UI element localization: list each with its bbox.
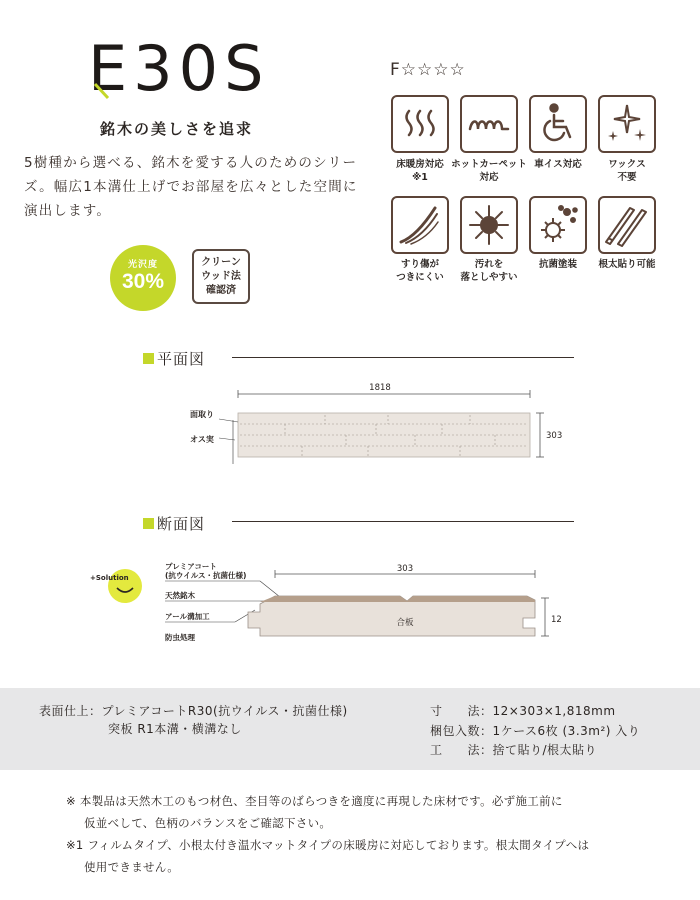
feature-label: 車イス対応 (534, 159, 582, 170)
plan-drawing (180, 380, 580, 470)
feature-label: 汚れを 落としやすい (460, 259, 518, 283)
veneer-layer (260, 596, 535, 602)
note-2 (66, 834, 589, 856)
feature-label: ワックス 不要 (608, 159, 646, 183)
size-key: 寸 法： (430, 704, 493, 718)
core-label: 合板 (396, 618, 414, 628)
method-value: 捨て貼り/根太貼り (492, 743, 598, 757)
surface-key: 表面仕上： (39, 704, 102, 718)
section-heading (143, 513, 205, 534)
wheelchair-icon (529, 95, 587, 153)
chamfer-label: 面取り (190, 410, 214, 419)
clean-wood-badge: クリーン ウッド法 確認済 (192, 249, 250, 304)
coat-sub-label: (抗ウイルス・抗菌仕様) (165, 571, 247, 580)
sparkle-icon (598, 95, 656, 153)
note-1-cont: 仮並べして、色柄のバランスをご確認下さい。 (84, 816, 332, 830)
groove-label: アール溝加工 (165, 612, 210, 621)
feature-label: 床暖房対応 ※1 (396, 159, 444, 183)
feature-label: ホットカーペット 対応 (451, 159, 527, 183)
pack-value: 1ケース6枚 (3.3m²) 入り (492, 724, 641, 738)
tongue-label: オス実 (190, 435, 214, 444)
note-2-mark: ※1 (66, 838, 84, 852)
section-divider (232, 521, 574, 522)
insect-label: 防虫処理 (165, 633, 195, 642)
heading-marker (143, 353, 154, 364)
hot-carpet-icon (460, 95, 518, 153)
plan-heading (143, 348, 205, 369)
joist-icon (598, 196, 656, 254)
pack-spec (430, 722, 640, 739)
gloss-label: 光沢度 (127, 260, 158, 270)
veneer-label: 天然銘木 (165, 591, 195, 600)
plan-height-label: 303 (546, 431, 563, 441)
gloss-value: 30% (121, 270, 165, 293)
veneer-spec: 突板 R1本溝・横溝なし (108, 722, 242, 736)
stain-icon (460, 196, 518, 254)
note-1-mark: ※ (66, 794, 76, 808)
section-drawing (90, 560, 575, 660)
surface-value: プレミアコートR30(抗ウイルス・抗菌仕様) (101, 704, 348, 718)
feature-label: 根太貼り可能 (598, 259, 656, 270)
note-2-line-1: フィルムタイプ、小根太付き温水マットタイプの床暖房に対応しております。根太間タイプへは (87, 838, 590, 852)
f-rating: F☆☆☆☆ (390, 60, 466, 80)
note-2-cont: 使用できません。 (84, 860, 180, 874)
e30s-logo (88, 24, 288, 104)
section-thickness-label: 12 (551, 615, 562, 625)
solution-label: +Solution (90, 574, 129, 582)
method-key: 工 法： (430, 743, 493, 757)
feature-label: 抗菌塗装 (538, 259, 577, 270)
plan-width-label: 1818 (369, 383, 391, 393)
pack-key: 梱包入数： (430, 724, 493, 738)
note-1-line-1: 本製品は天然木工のもつ材色、杢目等のばらつきを適度に再現した床材です。必ず施工前に (79, 794, 563, 808)
section-heading-text: 断面図 (157, 515, 206, 533)
plan-divider (232, 357, 574, 358)
size-spec (430, 702, 616, 719)
feature-label: すり傷が つきにくい (396, 259, 444, 283)
product-description: 5樹種から選べる、銘木を愛する人のためのシリーズ。幅広1本溝仕上げでお部屋を広々とした空間に演出します。 (24, 155, 358, 219)
logo-text: E30S (88, 32, 270, 105)
gloss-badge (110, 245, 176, 311)
note-1 (66, 790, 563, 812)
floor-heating-icon (391, 95, 449, 153)
surface-finish (39, 702, 348, 719)
scratch-resistant-icon (391, 196, 449, 254)
size-value: 12×303×1,818mm (492, 704, 616, 718)
coat-label: プレミアコート (165, 562, 217, 571)
antibacterial-icon (529, 196, 587, 254)
plan-heading-text: 平面図 (157, 350, 206, 368)
method-spec (430, 741, 597, 758)
tagline: 銘木の美しさを追求 (100, 120, 254, 138)
heading-marker (143, 518, 154, 529)
section-width-label: 303 (396, 564, 414, 574)
